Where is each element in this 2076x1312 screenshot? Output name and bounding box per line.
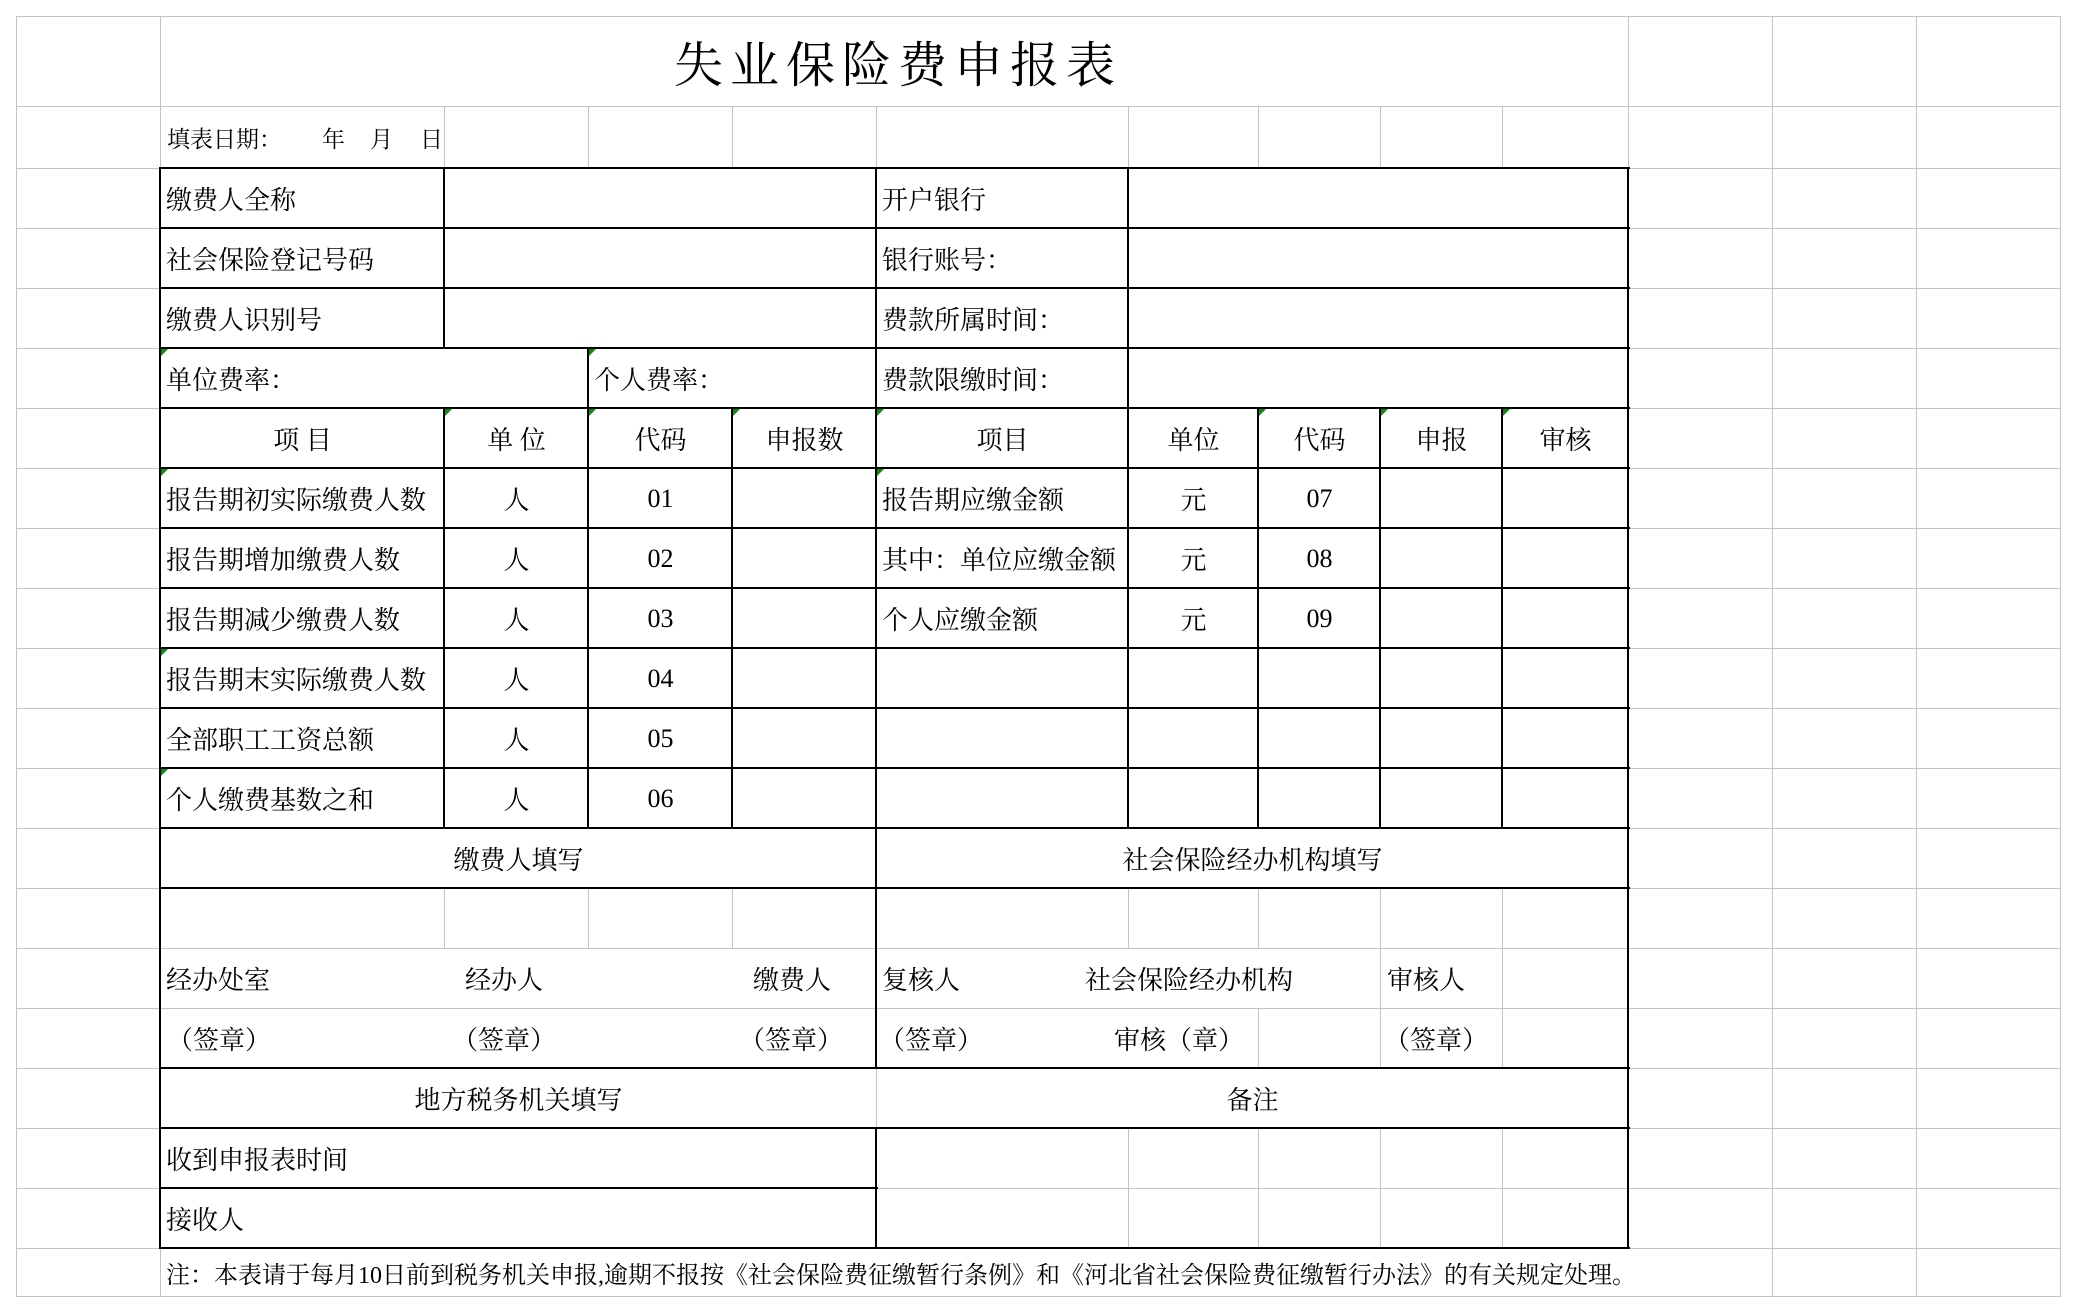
item-code [1259,469,1380,528]
bank-field[interactable] [1129,169,1628,228]
table-border [159,1247,1630,1249]
declared-field[interactable] [733,469,876,528]
personal-rate-field[interactable] [589,349,876,408]
table-border [1627,167,1629,1249]
office-seal: （签章） [167,1026,272,1055]
label-text: 收到申报表时间 [166,1146,349,1175]
item-text: 报告期增加缴费人数 [166,546,401,575]
error-indicator-icon[interactable] [589,349,596,356]
reviewed-field[interactable] [1503,589,1628,648]
fee-period-label [877,289,1128,348]
item-unit[interactable] [1129,769,1258,828]
fill-date-month: 月 [370,127,393,152]
gridline [2060,16,2061,1297]
table-border [159,347,1630,349]
table-border [1501,407,1503,829]
item-text: 报告期初实际缴费人数 [166,486,427,515]
gridline [16,1296,2061,1297]
item-text: 报告期末实际缴费人数 [166,666,427,695]
handler-seal: （签章） [452,1026,557,1055]
table-border [159,827,1630,829]
item-name [161,769,444,828]
code-text: 05 [647,723,674,753]
item-text: 个人缴费基数之和 [166,786,375,815]
item-code[interactable] [1259,769,1380,828]
code-text: 08 [1306,543,1333,573]
code-text: 04 [647,663,674,693]
table-border [159,167,161,1249]
tax-section-heading [161,1069,876,1128]
table-border [731,407,733,829]
item-code [589,469,732,528]
table-border [159,467,1630,469]
table-border [875,167,877,1069]
table-border [159,1187,878,1189]
item-unit [445,709,588,768]
heading-text: 地方税务机关填写 [414,1086,623,1115]
reviewed-field[interactable] [1503,709,1628,768]
header-text: 单位 [1167,426,1220,455]
payer-roles-row[interactable] [161,949,876,1008]
declared-field[interactable] [733,709,876,768]
column-header [1381,409,1502,468]
item-name [161,589,444,648]
item-code [1259,589,1380,648]
error-indicator-icon[interactable] [161,649,168,656]
gridline [1916,16,1917,1297]
fill-date-day: 日 [420,127,443,152]
unit-rate-field[interactable] [161,349,588,408]
item-text: 报告期减少缴费人数 [166,606,401,635]
item-unit[interactable] [1129,649,1258,708]
registration-number-field[interactable] [445,229,876,288]
bank-label [877,169,1128,228]
item-unit [445,649,588,708]
column-header [1503,409,1628,468]
unit-text: 人 [503,786,530,815]
bank-account-field[interactable] [1129,229,1628,288]
unit-text: 人 [503,606,530,635]
label-text: 接收人 [166,1206,245,1235]
item-unit [445,469,588,528]
column-header [1129,409,1258,468]
declared-field[interactable] [1381,769,1502,828]
remarks-heading [877,1069,1628,1128]
footnote-cell[interactable] [161,1249,1772,1296]
item-name [877,589,1128,648]
item-unit [445,769,588,828]
table-border [159,587,1630,589]
payer-section-heading [161,829,876,888]
item-text: 个人应缴金额 [882,606,1039,635]
reviewed-field[interactable] [1503,649,1628,708]
reviewer-role: 复核人 [882,966,961,995]
error-indicator-icon[interactable] [161,469,168,476]
table-border [159,407,1630,409]
label-text: 缴费人识别号 [166,306,323,335]
label-text: 缴费人全称 [166,186,297,215]
error-indicator-icon[interactable] [877,469,884,476]
footnote: 注：本表请于每月10日前到税务机关申报,逾期不报按《社会保险费征缴暂行条例》和《河北省社会保险费征缴暂行办法》的有关规定处理。 [166,1263,1636,1289]
payer-name-field[interactable] [445,169,876,228]
item-text: 全部职工工资总额 [166,726,375,755]
table-border [159,647,1630,649]
unit-text: 元 [1180,606,1207,635]
unit-text: 人 [503,546,530,575]
header-text: 审核 [1539,426,1592,455]
label-text: 银行账号： [882,246,1013,275]
table-border [1379,407,1381,829]
payer-seal: （签章） [739,1026,844,1055]
payer-id-field[interactable] [445,289,876,348]
gridline [16,16,17,1297]
payer-id-label [161,289,444,348]
header-text: 代码 [634,426,687,455]
unit-text: 元 [1180,546,1207,575]
item-code[interactable] [1259,709,1380,768]
fill-date-cell[interactable] [161,107,444,168]
item-code [589,709,732,768]
unit-text: 元 [1180,486,1207,515]
registration-number-label [161,229,444,288]
item-name [161,529,444,588]
unit-text: 人 [503,726,530,755]
item-name[interactable] [877,769,1128,828]
fill-date-label: 填表日期： [167,127,282,152]
item-name [877,529,1128,588]
item-code [589,529,732,588]
item-code [589,589,732,648]
error-indicator-icon[interactable] [589,409,596,416]
agency-seals-row[interactable] [877,1009,1258,1068]
agency-signing-area[interactable] [877,889,1628,948]
heading-text: 缴费人填写 [453,846,584,875]
table-border [1127,167,1129,829]
item-unit [445,589,588,648]
table-border [159,1067,1630,1069]
table-border [443,407,445,829]
table-border [159,167,1630,169]
page-title: 失业保险费申报表 [673,37,1122,93]
item-unit [1129,529,1258,588]
agency-section-heading [877,829,1628,888]
code-text: 06 [647,783,674,813]
item-unit [445,529,588,588]
remarks-area[interactable] [877,1129,1628,1248]
table-border [159,887,1630,889]
label-text: 个人费率： [594,366,725,395]
error-indicator-icon[interactable] [733,409,740,416]
bank-account-label [877,229,1128,288]
table-border [1257,407,1259,829]
declared-field[interactable] [1381,709,1502,768]
item-code [589,649,732,708]
declared-field[interactable] [733,529,876,588]
auditor-role: 审核人 [1387,966,1466,995]
table-border [159,767,1630,769]
office-role: 经办处室 [166,966,271,995]
heading-text: 社会保险经办机构填写 [1122,846,1383,875]
header-text: 项 目 [273,426,332,455]
heading-text: 备注 [1226,1086,1279,1115]
item-name[interactable] [877,709,1128,768]
code-text: 01 [647,483,674,513]
payment-deadline-field[interactable] [1129,349,1628,408]
item-unit[interactable] [1129,709,1258,768]
code-text: 07 [1306,483,1333,513]
column-header [589,409,732,468]
auditor-role-cell[interactable] [1381,949,1502,1008]
header-text: 单 位 [487,426,546,455]
code-text: 09 [1306,603,1333,633]
table-border [159,227,1630,229]
table-border [159,527,1630,529]
label-text: 单位费率： [166,366,297,395]
error-indicator-icon[interactable] [1503,409,1510,416]
column-header [161,409,444,468]
handler-role: 经办人 [465,966,544,995]
table-border [159,287,1630,289]
error-indicator-icon[interactable] [161,349,168,356]
title-cell[interactable] [161,17,1628,106]
table-border [159,1127,1630,1129]
error-indicator-icon[interactable] [161,769,168,776]
declared-field[interactable] [733,649,876,708]
table-border [159,707,1630,709]
declared-field[interactable] [733,589,876,648]
item-name[interactable] [877,649,1128,708]
payer-seals-row[interactable] [161,1009,876,1068]
error-indicator-icon[interactable] [1259,409,1266,416]
column-header [445,409,588,468]
payer-name-label [161,169,444,228]
fee-period-field[interactable] [1129,289,1628,348]
column-header [1259,409,1380,468]
item-name [877,469,1128,528]
reviewed-field[interactable] [1503,769,1628,828]
item-name [161,469,444,528]
declared-field[interactable] [733,769,876,828]
auditor-seal-cell[interactable] [1381,1009,1502,1068]
item-name [161,649,444,708]
table-border [587,347,589,829]
header-text: 申报 [1415,426,1468,455]
header-text: 代码 [1293,426,1346,455]
error-indicator-icon[interactable] [445,409,452,416]
column-header [733,409,876,468]
agency-roles-row[interactable] [877,949,1380,1008]
auditor-seal: （签章） [1384,1026,1489,1055]
payment-deadline-label [877,349,1128,408]
declared-field[interactable] [1381,589,1502,648]
item-text: 报告期应缴金额 [882,486,1065,515]
fill-date-year: 年 [322,127,345,152]
label-text: 社会保险登记号码 [166,246,375,275]
header-text: 申报数 [765,426,844,455]
declared-field[interactable] [1381,649,1502,708]
label-text: 费款所属时间： [882,306,1065,335]
item-name [161,709,444,768]
reviewed-field[interactable] [1503,529,1628,588]
reviewer-seal: （签章） [879,1026,984,1055]
error-indicator-icon[interactable] [877,409,884,416]
header-text: 项目 [976,426,1029,455]
agency-role: 社会保险经办机构 [1085,966,1294,995]
receiver-field[interactable] [161,1189,876,1248]
item-unit [1129,469,1258,528]
declared-field[interactable] [1381,529,1502,588]
label-text: 开户银行 [882,186,987,215]
item-unit [1129,589,1258,648]
item-text: 其中：单位应缴金额 [882,546,1117,575]
item-code[interactable] [1259,649,1380,708]
unit-text: 人 [503,666,530,695]
code-text: 02 [647,543,674,573]
declared-field[interactable] [1381,469,1502,528]
column-header [877,409,1128,468]
received-time-field[interactable] [161,1129,876,1188]
agency-seal: 审核（章） [1114,1026,1245,1055]
reviewed-field[interactable] [1503,469,1628,528]
gridline [1772,16,1773,1297]
label-text: 费款限缴时间： [882,366,1065,395]
payer-signing-area[interactable] [161,889,876,948]
payer-role: 缴费人 [753,966,832,995]
item-code [589,769,732,828]
error-indicator-icon[interactable] [1381,409,1388,416]
table-border [443,167,445,349]
unit-text: 人 [503,486,530,515]
code-text: 03 [647,603,674,633]
item-code [1259,529,1380,588]
table-border [875,1127,877,1249]
